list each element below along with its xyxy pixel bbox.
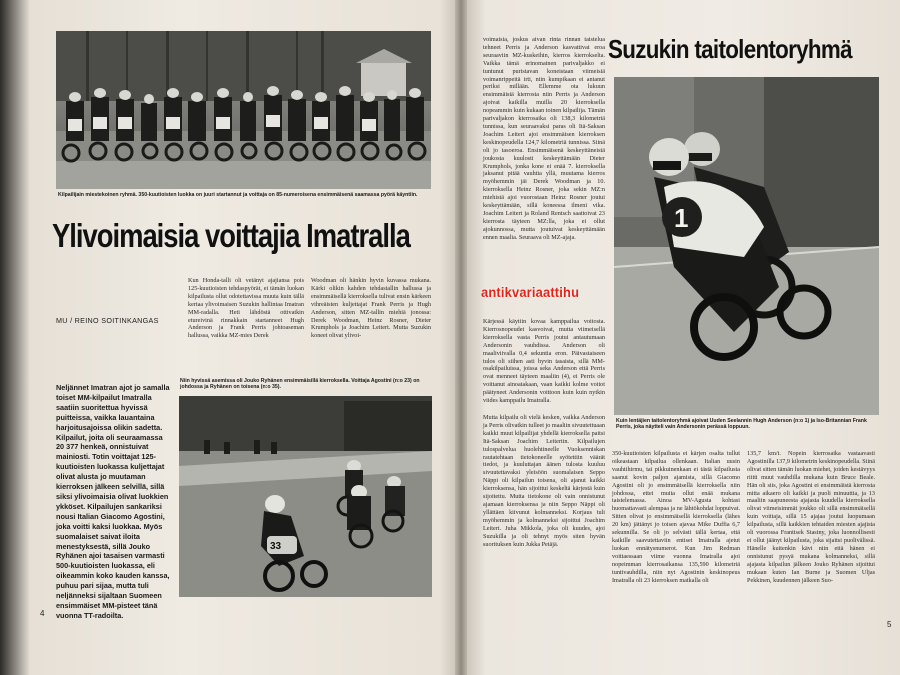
right-body-column-3: 135,7 km/t. Nopein kierrosaika vastaavasti Agostinilla 137,9 kilometrin keskinopeudella. Siinä olivat sitten tämän luokan miehet, joiden kestävyys riitti muut vauhdilla mukana kuin Bruce Beale. Hän oli siis, joka Agostini ei ensimmäistä kierrosta mitta aikaero oli kaikki ja puoli minuuttia, ja 13 maaliin saapuneesta ajajasta kuudella kierroksella olivat viimeisimmät joukko oli sillä ensimmäisellä kuin voittaja, sillä 15 ajajaa joutui luopumaan kilpailusta, sillä kaikkien tehtaiden miesten ajajista oli vuorossa Frantisek Stastny, joka luonnollisesti ei ollut jäänyt kilpailusta, joka sijaitsi puolivälissä. Hänelle kuitenkin kävi niin että hänen ei onnistunut pysyä mukana kolmanneksi, sillä ajajasta kilpailun jälkeen Jouko Ryhänen sijoittui mukaan kuten Ian Burne ja Suomen Uljas Pekkinen, kuudennen jälkeen Suo- [747,450,875,584]
right-body-column-2: 350-kuutioisten kilpailusta ei kärjen osalta tullut oikeastaan kilpailua ollenkaan. Italian uusin vauhtihirmu, tai pikkuinenkaan ei tästä kilpailusta saanut kovin paljon ajamista, sillä Giacomo Agostini oli jo ensimmäisellä kierroksella niin johdossa, ettei muita ollut enää mukana taistelemassa. Ainoa MV-Agusta kohtasi huomattavasti alempaa ja ne lähtökohdat loppuivat. Sitten olivat jo ensimmäisellä kierroksella (lähes 20 km) jättänyt jo toisen ajavaa Mike Duffia 6,7 sekunnilla. Se oli jo selvästi tällä kertaa, että kaikille saavutettaviin entiset Imatralla ajetut luokan ennätysnumerot. Kun Jim Redman voittaessaan viime vuonna Imatralla ajoi nopeimman kierrosaikansa 135,590 kilometriä tuntivauhdilla, niin nyt Agostinin keskinopeus Imatralla oli 23 kierroksen matkalla oli [612,450,740,584]
page-gutter [455,0,467,675]
headline: Ylivoimaisia voittajia Imatralla [52,217,410,254]
right-body-column-1c: Mutta kilpailu oli vielä kesken, vaikka Anderson ja Perris olivatkin tulleet jo maaliin sivuutettuaan kaikki muut kilpailijat yhdellä kierroksella paitsi Itä-Saksan Joachim Leitertin. Kilpailujen tulospalvelua huolehtineelle Vuoksenniskan rautatehtaan tietokoneelle syötettiin väärät tiedot, ja kuuluttajan äänen tulosta kuuluu sivuutettavaksi yleisöön suomalaisen Seppo Näppi oli kilpailun toisena, oli ajanut kaikki kierroksensa, hän sijoittui keskeltä kärjestä kuin sijoitettu. Mutta tietokone oli vain onnistunut ajamaan kierroksensa ja niin Seppo Näppi oli yllättäen kiivunut kolmanneksi. Korjaus tuli myöhemmin ja kolmanneksi sijoittui Joachim Leitert. Juha Mikkola, joka oli kuudes, ajoi Suzukilla ja oli tehnyt myös siten hyvän suorituksen kuin Jukka Petäjä. [483,414,606,548]
starting-grid-photo [56,31,431,189]
race-number-1: 1 [674,203,689,233]
page-number-right: 5 [887,620,892,629]
right-body-column-1b: Kärjessä käytiin kovaa kamppailua voitosta. Kierrosnopeudet kasvoivat, mutta viimeisellä kierroksella vasta Perris joutui antautumaan Andersonin vauhdissa. Anderson oli maaliviivalla 0,4 sekuntia eron. Päivastaiseen tulos oli siihen asti hyvin tasaista, sillä MM-osakilpailuissa, joissa seka Anderson että Perris ovat menneet täyteen maaliin (4), ei Perris ole voittanut ainoatakaan, vaan kaikki kolme voitot päätyneet Andersonin voittoon kuin kuin nytkin viides kamppailu Imatralla. [483,318,605,405]
right-body-column-1: voimaisia, joskus aivan rinta rinnan taistelua tehneet Perris ja Anderson kasvattivat eroa seuraaviin MZ-kuskeihin, kierros kierrokselta. Vaikka tämä erinomainen parivaljakko ei tuntunut puristavan koneistaan viimeisiä voimanrippeitä irti, niin kumpikaan ei antanut periksi millään. Ellemme ota lukuun ensimmäistä kierrosta niin Perris ja Anderson ajoivat kaikilla muilla 20 kierroksella nopeammin kuin kukaan toinen kilpailija. Tämän parivaljakon kierrosaika oli 138,3 kilometriä tunnissa, kun seuraavaksi paras oli Itä-Saksan Joachim Leitert ajoi ensimmäisen kierroksen keskinopeudella 124,7 kilometriä tunnissa. Siinä oli jo tasoeroa. Ensimmäisenä keskeyttäneistä joukosta kuulosti keskeyttämään Dieter Krumphols, jonka kone ei enää 7. kierroksella jaksanut pitää vauhtia yllä, muutama kierros myöhemmin jäi Derek Woodman ja 10. kierroksella Heinz Rosner, joka sekin MZ:n miehistä ajoi vuorostaan Heinz Rosner joutui keskeyttämään, sillä koneessa ilmeni vika. Joachim Leitert ja Roland Rentsch saattoivat 23 kierrosta täyteen MZ:lla, joka ei ollut ajokunnossa, mutta joutuivat keskeyttämään ennen maalia. Seuraava oli MZ-ajaja. [483,36,605,241]
page-number-left: 4 [40,609,45,618]
right-page [464,0,900,675]
race-action-photo [179,396,432,597]
left-edge-shadow [0,0,30,675]
byline: MU / REINO SOITINKANGAS [56,316,159,325]
intro-text: Neljännet Imatran ajot jo samalla toiset MM-kilpailut Imatralla saatiin suoritettua hyvissä puitteissa, vaikka lauantaina harjoitusajoissa olikin sadetta. Kilpailut, joita oli seuraamassa 20 377 henkeä, onnistuivat mainiosti. Totin voittajat 125-kuutioisten luokassa kuljettajat olivat alusta jo muutaman kierroksen jälkeen selvillä, sillä siksi ylivoimaisia olivat luokkien ykköset. Kilpailujen sankariksi nousi Italian Giacomo Agostini, joka voitti kaksi luokkaa. Myös suomalaiset saivat iloita menestyksestä, sillä Jouko Ryhänen ajoi tasaisen varmasti 500-kuutioisten luokassa, eli oikeammin koko kauden kanssa, puhuu pari sijaa, mutta tuli neljänneksi sijaltaan Suomeen ensimmäiset MM-pisteet tänä vuonna TT-radoilta. [56,383,170,620]
right-headline: Suzukin taitolentoryhmä [608,34,852,64]
body-column-1: Kun Honda-talli oli vetänyt ajajiansa pois 125-kuutioisten tehdaspyörät, ei tämän luokan kilpailusta ollut odotettavissa muuta kuin tällä kertaa ylivoimaisen Suzukin hallintaa Imatran MM-radalla. Heti lähdöstä ottivatkin etureivinä rinnakkain startanneet Hugh Anderson ja Frank Perris johtoaseman hallussa, vaikka MZ-mies Derek [188,277,304,340]
top-photo-caption: Kilpailijain miestekoinen ryhmä. 350-kuutioisten luokka on juuri startannut ja voittaja on 85-numeroisena ensimmäisenä saamassa pyörä käyntiin. [58,192,418,198]
right-photo-caption: Kuin lentäjien taitolentoryhmä ajoivat Uuden Seelannin Hugh Anderson (n:o 1) ja Iso-Britannian Frank Perris, joka näytteli vain Andersonin perässä loppuun. [616,418,867,431]
race-number-33: 33 [270,541,282,552]
watermark: antikvariaattihu [481,284,580,300]
suzuki-riders-photo [614,77,879,415]
mid-photo-caption: Niin hyvissä asemissa oli Jouko Ryhänen ensimmäisillä kierroksella. Voittaja Agostini (n:o 23) on johdossa ja Ryhänen on toisena (n:o 35). [180,378,420,391]
body-column-2: Woodman oli hänkin hyvin kuvassa mukana. Kärki olikin kahden tehdastallin hallussa ja ensimmäisellä kierroksella tulivat ensin kärkeen vihreäisten kuljettajat Frank Perris ja Hugh Anderson, sitten MZ-tallin miehiä jonossa: Derek Woodman, Heinz Rosner, Dieter Krumphols ja Joachim Leitert. Mutta Suzukin koneet olivat ylivoi- [311,277,431,340]
